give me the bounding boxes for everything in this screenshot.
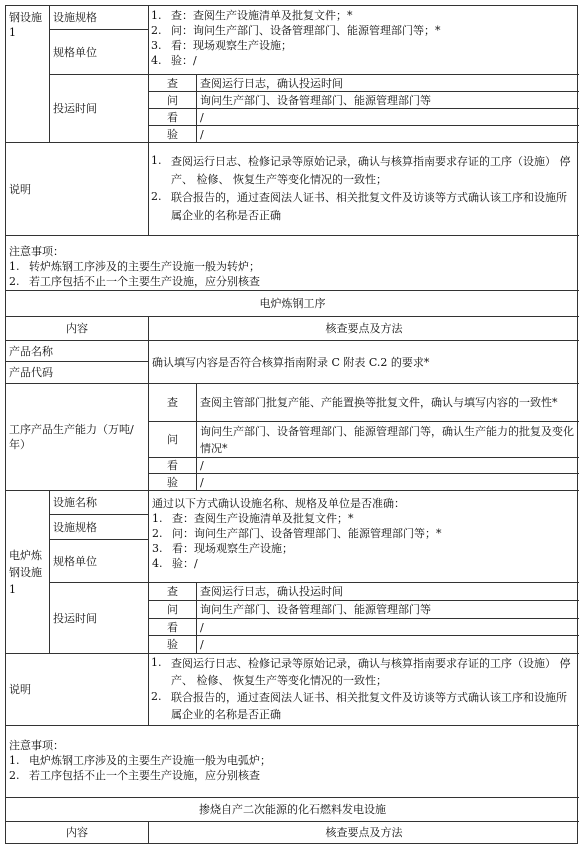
method-list xyxy=(149,491,579,583)
method-item xyxy=(152,511,576,526)
attention-title: 注意事项： xyxy=(9,245,64,258)
item-text: 查阅运行日志、检修记录等原始记录，确认与核算指南要求存证的工序（设施） 停产、 检修、 恢复生产等变化情况的一致性； xyxy=(171,155,571,186)
time-value: 查阅运行日志，确认投运时间 xyxy=(197,75,579,92)
row-label-product-name: 产品名称 xyxy=(6,341,149,362)
item-text: 若工序包括不止一个主要生产设施，应分别核查 xyxy=(29,275,260,288)
item-text: 看：现场观察生产设施； xyxy=(171,39,292,52)
verification-table xyxy=(5,5,578,844)
item-text: 验：/ xyxy=(171,54,197,67)
item-number: 4. xyxy=(151,54,162,67)
note-item xyxy=(149,655,576,689)
item-text: 问：询问生产部门、设备管理部门、能源管理部门等；* xyxy=(172,527,442,540)
time-value: / xyxy=(197,636,579,654)
capacity-value: / xyxy=(197,474,579,491)
method-item xyxy=(152,541,576,556)
attention-title: 注意事项： xyxy=(9,739,64,752)
column-header-method: 核查要点及方法 xyxy=(149,317,579,341)
item-number: 1. xyxy=(9,754,20,767)
time-key: 看 xyxy=(149,109,197,126)
row-label-spec: 设施规格 xyxy=(50,515,149,540)
row-label-unit: 规格单位 xyxy=(50,540,149,583)
row-label-product-code: 产品代码 xyxy=(6,362,149,384)
attention-block xyxy=(6,236,579,291)
item-number: 1. xyxy=(151,9,162,22)
attention-block xyxy=(6,726,579,798)
method-item xyxy=(149,8,576,23)
capacity-key: 验 xyxy=(149,474,197,491)
row-label-capacity: 工序产品生产能力（万吨/年） xyxy=(6,384,149,491)
item-number: 2. xyxy=(151,24,162,37)
note-item xyxy=(149,689,576,723)
item-number: 2. xyxy=(151,690,162,703)
item-text: 问：询问生产部门、设备管理部门、能源管理部门等；* xyxy=(171,24,441,37)
time-key: 问 xyxy=(149,92,197,109)
note-label: 说明 xyxy=(6,143,149,236)
note-item xyxy=(149,153,576,189)
time-value: 询问生产部门、设备管理部门、能源管理部门等 xyxy=(197,601,579,619)
time-key: 问 xyxy=(149,601,197,619)
time-key: 看 xyxy=(149,619,197,636)
product-method: 确认填写内容是否符合核算指南附录 C 附表 C.2 的要求* xyxy=(149,341,579,384)
note-list xyxy=(149,654,579,726)
column-header-content: 内容 xyxy=(6,822,149,843)
time-value: / xyxy=(197,126,579,143)
item-number: 2. xyxy=(9,275,20,288)
method-list xyxy=(149,6,579,75)
item-text: 电炉炼钢工序涉及的主要生产设施一般为电弧炉； xyxy=(29,754,271,767)
method-item xyxy=(149,38,576,53)
item-number: 2. xyxy=(151,190,162,203)
method-intro: 通过以下方式确认设施名称、规格及单位是否准确： xyxy=(152,497,405,510)
item-number: 2. xyxy=(152,527,163,540)
item-number: 4. xyxy=(152,557,163,570)
note-item xyxy=(149,189,576,225)
item-number: 1. xyxy=(151,154,162,167)
time-key: 查 xyxy=(149,75,197,92)
item-text: 查阅运行日志、检修记录等原始记录，确认与核算指南要求存证的工序（设施） 停产、 检修、 恢复生产等变化情况的一致性； xyxy=(171,657,571,687)
capacity-key: 查 xyxy=(149,384,197,422)
row-label-name: 设施名称 xyxy=(50,491,149,515)
facility-label: 电炉炼钢设施1 xyxy=(6,491,50,654)
item-text: 查：查阅生产设施清单及批复文件；* xyxy=(171,9,353,22)
method-item xyxy=(152,556,576,571)
time-value: / xyxy=(197,109,579,126)
column-header-method: 核查要点及方法 xyxy=(325,826,403,839)
note-list xyxy=(149,143,579,236)
time-value: 询问生产部门、设备管理部门、能源管理部门等 xyxy=(197,92,579,109)
capacity-value: 查阅主管部门批复产能、产能置换等批复文件，确认与填写内容的一致性* xyxy=(197,384,579,422)
item-text: 查：查阅生产设施清单及批复文件；* xyxy=(172,512,354,525)
capacity-value: / xyxy=(197,458,579,474)
attention-item xyxy=(9,259,576,274)
section-title: 掺烧自产二次能源的化石燃料发电设施 xyxy=(6,798,579,822)
item-number: 3. xyxy=(151,39,162,52)
section-title: 电炉炼钢工序 xyxy=(6,291,579,317)
time-value: 查阅运行日志，确认投运时间 xyxy=(197,583,579,601)
facility-label: 钢设施1 xyxy=(6,6,50,143)
note-label: 说明 xyxy=(6,654,149,726)
item-number: 2. xyxy=(9,769,20,782)
item-number: 3. xyxy=(152,542,163,555)
item-text: 转炉炼钢工序涉及的主要生产设施一般为转炉； xyxy=(29,260,260,273)
time-value: / xyxy=(197,619,579,636)
method-item xyxy=(152,526,576,541)
attention-item xyxy=(9,753,576,768)
item-text: 联合报告的，通过查阅法人证书、相关批复文件及访谈等方式确认该工序和设施所属企业的名称是否正确 xyxy=(171,191,567,222)
attention-item xyxy=(9,274,576,289)
item-text: 验：/ xyxy=(172,557,198,570)
row-label-unit: 规格单位 xyxy=(50,30,149,75)
time-key: 查 xyxy=(149,583,197,601)
method-item xyxy=(149,53,576,68)
item-number: 1. xyxy=(152,512,163,525)
row-label-time: 投运时间 xyxy=(50,583,149,654)
capacity-key: 看 xyxy=(149,458,197,474)
column-header-content: 内容 xyxy=(6,317,149,341)
time-key: 验 xyxy=(149,636,197,654)
method-item xyxy=(149,23,576,38)
capacity-key: 问 xyxy=(149,422,197,458)
item-number: 1. xyxy=(9,260,20,273)
time-key: 验 xyxy=(149,126,197,143)
item-text: 联合报告的，通过查阅法人证书、相关批复文件及访谈等方式确认该工序和设施所属企业的名称是否正确 xyxy=(171,691,567,721)
capacity-value: 询问生产部门、设备管理部门、能源管理部门等，确认生产能力的批复及变化情况* xyxy=(197,422,579,458)
attention-item xyxy=(9,768,576,783)
row-label-time: 投运时间 xyxy=(50,75,149,143)
row-label-spec: 设施规格 xyxy=(50,6,149,30)
item-number: 1. xyxy=(151,656,162,669)
item-text: 若工序包括不止一个主要生产设施，应分别核查 xyxy=(29,769,260,782)
item-text: 看：现场观察生产设施； xyxy=(172,542,293,555)
